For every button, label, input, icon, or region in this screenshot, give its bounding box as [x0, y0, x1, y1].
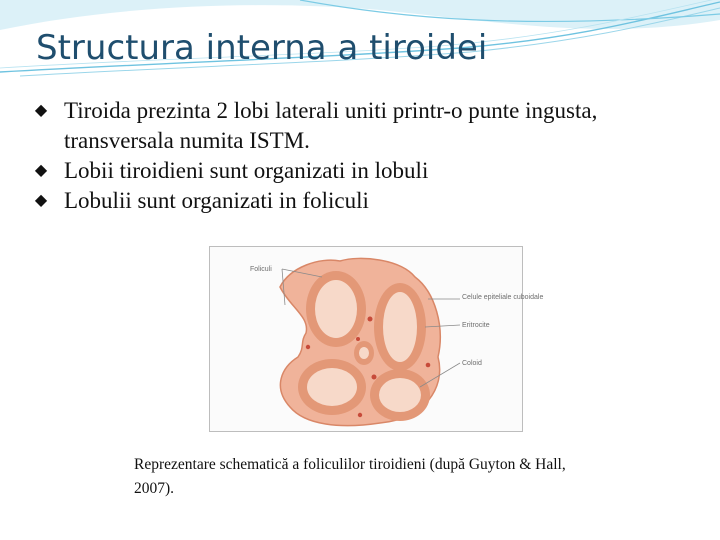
bullet-text: Tiroida prezinta 2 lobi laterali uniti printr-o punte ingusta, transversala numita ISTM. [64, 98, 598, 153]
bullet-item [30, 186, 680, 216]
label-celule: Celule epiteliale cuboidale [462, 294, 544, 301]
follicles-illustration [210, 247, 544, 431]
bullet-glyph-icon: ◆ [34, 160, 48, 179]
bullet-text: Lobulii sunt organizati in foliculi [64, 188, 369, 213]
label-foliculi: Foliculi [250, 266, 272, 273]
bullet-item [30, 96, 680, 156]
figure-caption: Reprezentare schematică a foliculilor tiroidieni (după Guyton & Hall, 2007). [134, 456, 566, 497]
bullet-glyph-icon: ◆ [34, 190, 48, 209]
slide-title: Structura interna a tiroidei [36, 28, 488, 68]
label-eritrocite: Eritrocite [462, 322, 490, 329]
bullet-text: Lobii tiroidieni sunt organizati in lobuli [64, 158, 429, 183]
thyroid-follicles-figure [209, 246, 544, 432]
bullet-item [30, 156, 680, 186]
label-coloid: Coloid [462, 360, 482, 367]
bullet-glyph-icon: ◆ [34, 100, 48, 119]
bullet-list [30, 96, 680, 216]
